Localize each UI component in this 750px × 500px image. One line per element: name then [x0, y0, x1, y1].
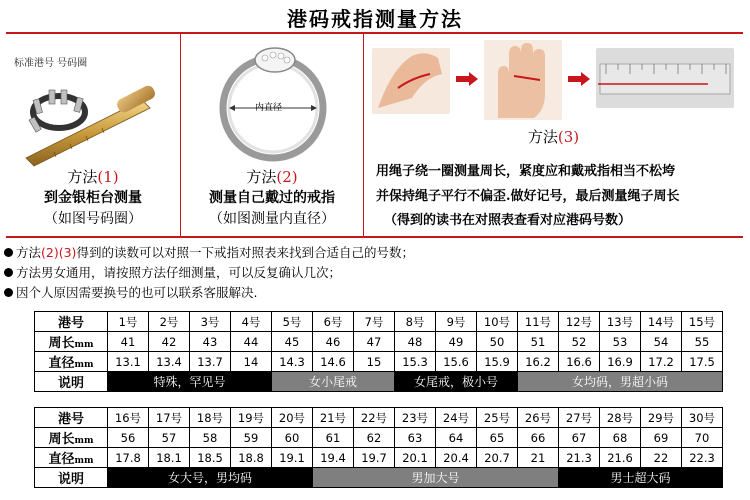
- method-3-desc-line2: 并保持绳子平行不偏歪.做好记号，最后测量绳子周长: [376, 189, 680, 204]
- table-cell: 58: [190, 428, 231, 448]
- size-table-1: [34, 311, 723, 392]
- table-cell: 22.3: [682, 448, 723, 468]
- table-cell: 47: [354, 332, 395, 352]
- row-label: 说明: [35, 468, 108, 488]
- table-cell: 18.8: [231, 448, 272, 468]
- table-cell: 17.2: [641, 352, 682, 372]
- table-cell: 22: [641, 448, 682, 468]
- ring-sizer-caption: 标准港号 号码圈: [14, 58, 88, 69]
- table-cell: 28号: [600, 408, 641, 428]
- size-row: [35, 312, 723, 332]
- table-cell: 15.9: [477, 352, 518, 372]
- finger-wrap-photo: [372, 48, 450, 114]
- size-category: 特殊，罕见号: [108, 372, 272, 392]
- table-cell: 41: [108, 332, 149, 352]
- table-cell: 5号: [272, 312, 313, 332]
- table-cell: 56: [108, 428, 149, 448]
- table-cell: 21号: [313, 408, 354, 428]
- table-cell: 17.5: [682, 352, 723, 372]
- table-cell: 49: [436, 332, 477, 352]
- size-table-2: [34, 407, 723, 488]
- row-label: 周长mm: [35, 332, 108, 352]
- table-cell: 1号: [108, 312, 149, 332]
- table-cell: 20.7: [477, 448, 518, 468]
- size-category: 女尾戒，极小号: [395, 372, 518, 392]
- table-cell: 11号: [518, 312, 559, 332]
- table-cell: 15.6: [436, 352, 477, 372]
- table-cell: 13号: [600, 312, 641, 332]
- table-cell: 63: [395, 428, 436, 448]
- method-1-title: 方法(1): [67, 168, 119, 186]
- note-row: [35, 372, 723, 392]
- table-cell: 54: [641, 332, 682, 352]
- table-cell: 21: [518, 448, 559, 468]
- method-2-desc: 测量自己戴过的戒指: [209, 190, 335, 206]
- method-panels: [6, 32, 743, 238]
- method-2-title: 方法(2): [246, 168, 298, 186]
- table-cell: 18号: [190, 408, 231, 428]
- table-cell: 17号: [149, 408, 190, 428]
- table-cell: 25号: [477, 408, 518, 428]
- note-row: [35, 468, 723, 488]
- size-category: 女小尾戒: [272, 372, 395, 392]
- table-cell: 69: [641, 428, 682, 448]
- table-cell: 30号: [682, 408, 723, 428]
- row-label: 港号: [35, 408, 108, 428]
- table-cell: 60: [272, 428, 313, 448]
- table-cell: 45: [272, 332, 313, 352]
- size-row: [35, 408, 723, 428]
- table-cell: 52: [559, 332, 600, 352]
- table-cell: 19.4: [313, 448, 354, 468]
- table-cell: 44: [231, 332, 272, 352]
- bullet-icon: [4, 268, 13, 277]
- method-1-note: （如图号码圈）: [44, 211, 142, 227]
- method-3-panel: [364, 34, 743, 236]
- table-cell: 51: [518, 332, 559, 352]
- table-cell: 19.1: [272, 448, 313, 468]
- circumference-row: [35, 332, 723, 352]
- table-cell: 13.1: [108, 352, 149, 372]
- table-cell: 14: [231, 352, 272, 372]
- row-label: 说明: [35, 372, 108, 392]
- table-cell: 43: [190, 332, 231, 352]
- method-3-title: 方法(3): [527, 128, 580, 146]
- size-category: 男加大号: [313, 468, 559, 488]
- table-cell: 9号: [436, 312, 477, 332]
- row-label: 直径mm: [35, 352, 108, 372]
- table-cell: 26号: [518, 408, 559, 428]
- size-category: 男士超大码: [559, 468, 723, 488]
- table-cell: 18.1: [149, 448, 190, 468]
- table-cell: 8号: [395, 312, 436, 332]
- table-cell: 24号: [436, 408, 477, 428]
- table-cell: 7号: [354, 312, 395, 332]
- table-cell: 12号: [559, 312, 600, 332]
- table-cell: 16号: [108, 408, 149, 428]
- diameter-row: [35, 352, 723, 372]
- note-item: 方法(2)(3)得到的读数可以对照一下戒指对照表来找到合适自己的号数；: [4, 243, 414, 263]
- table-cell: 19.7: [354, 448, 395, 468]
- table-cell: 53: [600, 332, 641, 352]
- table-cell: 61: [313, 428, 354, 448]
- table-cell: 55: [682, 332, 723, 352]
- table-cell: 20.1: [395, 448, 436, 468]
- notes-list: [4, 243, 414, 303]
- table-cell: 16.6: [559, 352, 600, 372]
- page-title: 港码戒指测量方法: [287, 7, 463, 31]
- row-label: 周长mm: [35, 428, 108, 448]
- table-cell: 15.3: [395, 352, 436, 372]
- table-cell: 2号: [149, 312, 190, 332]
- arrow-right-icon: [456, 72, 478, 86]
- note-item: 方法男女通用，请按照方法仔细测量，可以反复确认几次；: [4, 263, 414, 283]
- ruler-measure-photo: [596, 48, 734, 108]
- method-3-desc-line1: 用绳子绕一圈测量周长，紧度应和戴戒指相当不松垮: [376, 164, 676, 179]
- method-1-desc: 到金银柜台测量: [44, 190, 142, 206]
- table-cell: 68: [600, 428, 641, 448]
- table-cell: 21.6: [600, 448, 641, 468]
- bullet-icon: [4, 248, 13, 257]
- table-cell: 19号: [231, 408, 272, 428]
- table-cell: 70: [682, 428, 723, 448]
- table-cell: 20号: [272, 408, 313, 428]
- size-category: 女大号，男均码: [108, 468, 313, 488]
- table-cell: 48: [395, 332, 436, 352]
- table-cell: 10号: [477, 312, 518, 332]
- table-cell: 46: [313, 332, 354, 352]
- table-cell: 50: [477, 332, 518, 352]
- method-1-panel: [6, 34, 180, 236]
- table-cell: 27号: [559, 408, 600, 428]
- table-cell: 64: [436, 428, 477, 448]
- method-2-panel: [181, 34, 363, 236]
- table-cell: 16.2: [518, 352, 559, 372]
- table-cell: 4号: [231, 312, 272, 332]
- method-3-note: （得到的读书在对照表查看对应港码号数）: [384, 213, 632, 228]
- table-cell: 29号: [641, 408, 682, 428]
- table-cell: 21.3: [559, 448, 600, 468]
- table-cell: 13.4: [149, 352, 190, 372]
- table-cell: 42: [149, 332, 190, 352]
- table-cell: 14号: [641, 312, 682, 332]
- table-cell: 22号: [354, 408, 395, 428]
- circumference-row: [35, 428, 723, 448]
- row-label: 直径mm: [35, 448, 108, 468]
- arrow-right-icon: [568, 72, 590, 86]
- diameter-row: [35, 448, 723, 468]
- table-cell: 3号: [190, 312, 231, 332]
- table-cell: 15: [354, 352, 395, 372]
- size-category: 女均码，男超小码: [518, 372, 723, 392]
- inner-diameter-label: 内直径: [255, 103, 283, 113]
- table-cell: 6号: [313, 312, 354, 332]
- note-item: 因个人原因需要换号的也可以联系客服解决.: [4, 283, 414, 303]
- table-cell: 14.3: [272, 352, 313, 372]
- row-label: 港号: [35, 312, 108, 332]
- table-cell: 17.8: [108, 448, 149, 468]
- table-cell: 20.4: [436, 448, 477, 468]
- table-cell: 67: [559, 428, 600, 448]
- table-cell: 16.9: [600, 352, 641, 372]
- table-cell: 65: [477, 428, 518, 448]
- table-cell: 66: [518, 428, 559, 448]
- method-2-note: （如图测量内直径）: [209, 211, 335, 227]
- bullet-icon: [4, 288, 13, 297]
- table-cell: 13.7: [190, 352, 231, 372]
- table-cell: 14.6: [313, 352, 354, 372]
- hand-mark-photo: [484, 40, 562, 120]
- table-cell: 59: [231, 428, 272, 448]
- table-cell: 15号: [682, 312, 723, 332]
- table-cell: 18.5: [190, 448, 231, 468]
- table-cell: 62: [354, 428, 395, 448]
- table-cell: 57: [149, 428, 190, 448]
- table-cell: 23号: [395, 408, 436, 428]
- ring-sizer-illustration: [14, 74, 164, 174]
